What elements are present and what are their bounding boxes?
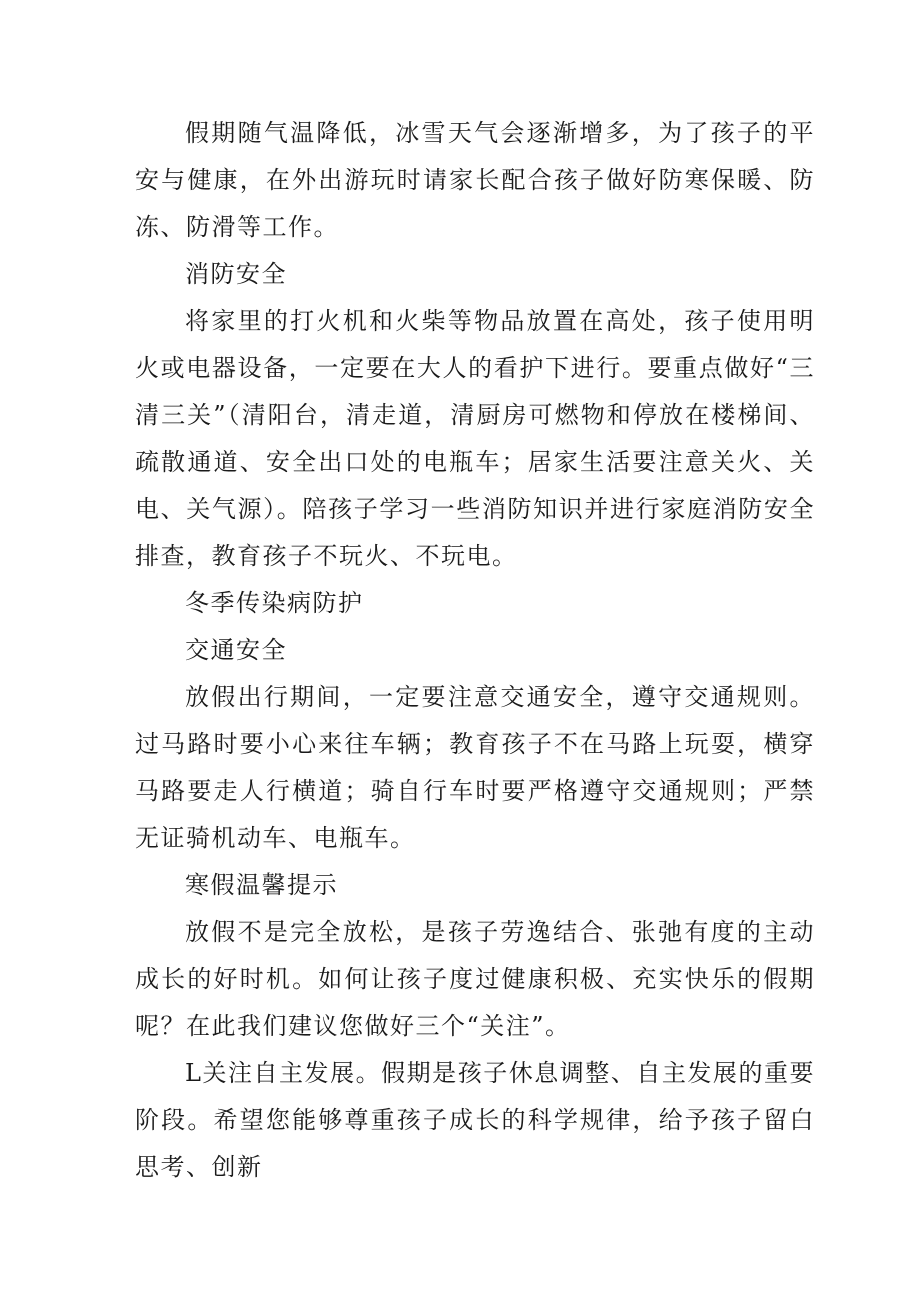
heading-winter-disease: 冬季传染病防护 xyxy=(185,589,364,617)
paragraph-holiday-tips: 放假不是完全放松，是孩子劳逸结合、张弛有度的主动成长的好时机。如何让孩子度过健康积极、充实快乐的假期呢？在此我们建议您做好三个“关注”。 xyxy=(135,918,815,1040)
heading-traffic-safety: 交通安全 xyxy=(185,636,287,664)
heading-fire-safety: 消防安全 xyxy=(185,260,287,288)
paragraph-winter-safety: 假期随气温降低，冰雪天气会逐渐增多，为了孩子的平安与健康，在外出游玩时请家长配合孩子做好防寒保暖、防冻、防滑等工作。 xyxy=(135,119,815,241)
document-body xyxy=(135,110,815,1191)
heading-holiday-tips: 寒假温馨提示 xyxy=(185,871,338,899)
paragraph-fire-safety: 将家里的打火机和火柴等物品放置在高处，孩子使用明火或电器设备，一定要在大人的看护下进行。要重点做好“三清三关”（清阳台，清走道，清厨房可燃物和停放在楼梯间、疏散通道、安全出口处的电瓶车；居家生活要注意关火、关电、关气源）。陪孩子学习一些消防知识并进行家庭消防安全排查，教育孩子不玩火、不玩电。 xyxy=(135,307,815,570)
paragraph-self-development: L关注自主发展。假期是孩子休息调整、自主发展的重要阶段。希望您能够尊重孩子成长的科学规律，给予孩子留白思考、创新 xyxy=(135,1059,815,1181)
paragraph-traffic-safety: 放假出行期间，一定要注意交通安全，遵守交通规则。过马路时要小心来往车辆；教育孩子不在马路上玩耍，横穿马路要走人行横道；骑自行车时要严格遵守交通规则；严禁无证骑机动车、电瓶车。 xyxy=(135,683,815,852)
